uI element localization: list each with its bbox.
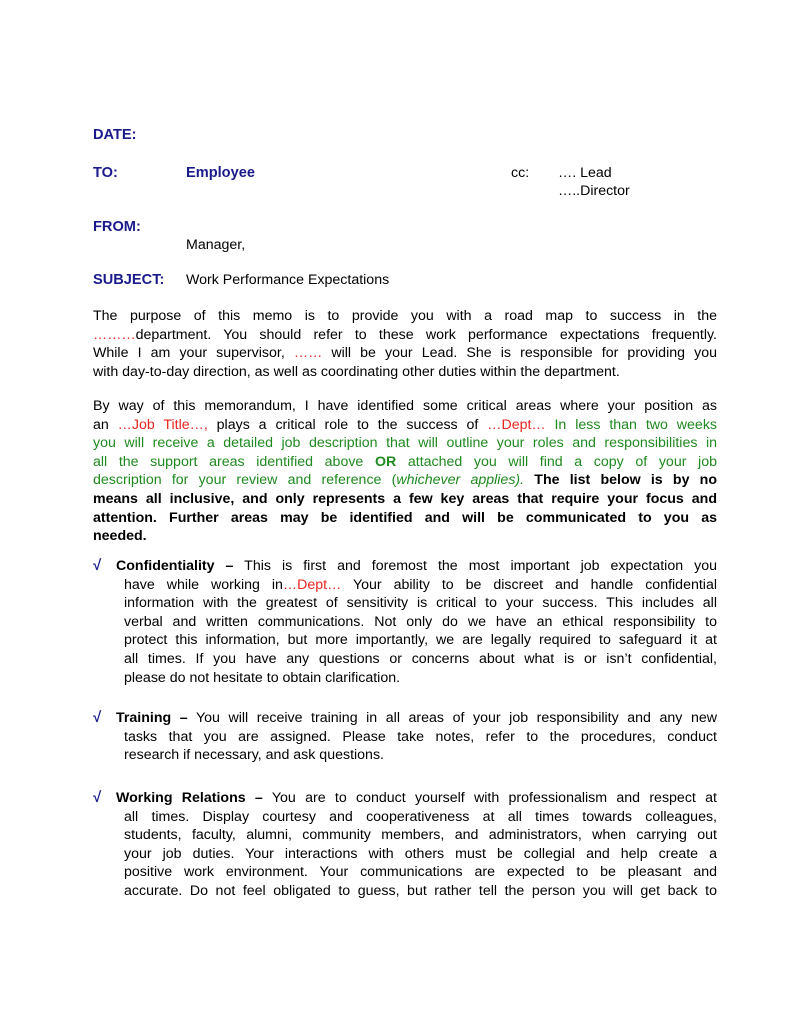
memo-line: you will receive a detailed job description that will outline your roles and responsibilities in (93, 435, 717, 452)
working-relations-text: Working Relations – You are to conduct yourself with professionalism and respect at all times. Display courtesy and cooperativeness at all times towards colleagues, students, faculty, alumni, community members, and administrators, when carrying out your job duties. Your interactions with others must be collegial and help create a positive work environment. Your communications are expected to be pleasant and accurate. Do not feel obligated to guess, but rather tell the person you will get back to (116, 790, 717, 899)
lead-placeholder: …… (293, 345, 323, 362)
dept-placeholder: …Dept… (487, 416, 546, 433)
working-relations-title: Working Relations – (116, 790, 263, 806)
memo-line: description for your review and reference (whichever applies). The list below is by no (93, 472, 718, 489)
to-value: Employee (186, 165, 255, 181)
cc-lead: …. Lead (558, 165, 612, 181)
purpose-paragraph (93, 307, 717, 381)
memo-line: By way of this memorandum, I have identified some critical areas where your position as (93, 398, 717, 414)
memo-line: means all inclusive, and only represents a few key areas that require your focus and (93, 490, 717, 507)
training-title: Training – (116, 710, 188, 726)
purpose-line: with day-to-day direction, as well as coordinating other duties within the department. (93, 363, 620, 380)
memo-line: an …Job Title…, plays a critical role to the success of …Dept… In less than two weeks (93, 416, 718, 433)
checkmark-icon: √ (93, 789, 102, 806)
job-title-placeholder: …Job Title…, (117, 416, 208, 433)
subject-value: Work Performance Expectations (186, 272, 390, 288)
from-value: Manager, (186, 237, 246, 253)
subject-label: SUBJECT: (93, 272, 165, 288)
memo-line: attention. Further areas may be identified and will be communicated to you as (93, 509, 717, 526)
purpose-line: The purpose of this memo is to provide you with a road map to success in the (93, 308, 717, 324)
training-text: Training – You will receive training in all areas of your job responsibility and any new tasks that you are assigned. Please take notes, refer to the procedures, conduct research if necessary, and ask questions. (116, 710, 717, 764)
checkmark-icon: √ (93, 557, 102, 574)
from-label: FROM: (93, 219, 141, 235)
confidentiality-text: Confidentiality – This is first and foremost the most important job expectation you have while working in…Dept… Your ability to be discreet and handle confidential information with the greatest of sensitivity is critical to your success. This includes all verbal and written communications. Not only do we have an ethical responsibility to protect this information, but more importantly, we are legally required to safeguard it at all times. If you have any questions or concerns about what is or isn’t confidential, please do not hesitate to obtain clarification. (116, 558, 717, 686)
checkmark-icon: √ (93, 709, 102, 726)
dept-placeholder: ……… (93, 326, 136, 343)
dept-placeholder: …Dept… (282, 576, 342, 593)
memo-line: needed. (93, 528, 147, 545)
confidentiality-title: Confidentiality – (116, 558, 234, 574)
cc-label: cc: (511, 165, 530, 181)
memo-line: all the support areas identified above OR attached you will find a copy of your job (93, 453, 717, 470)
cc-director: …..Director (558, 183, 630, 199)
to-label: TO: (93, 165, 118, 181)
date-label: DATE: (93, 127, 137, 143)
purpose-line: ………department. You should refer to these work performance expectations frequently. (93, 326, 717, 343)
purpose-line: While I am your supervisor, …… will be your Lead. She is responsible for providing you (93, 345, 717, 362)
memorandum-paragraph (93, 397, 717, 546)
